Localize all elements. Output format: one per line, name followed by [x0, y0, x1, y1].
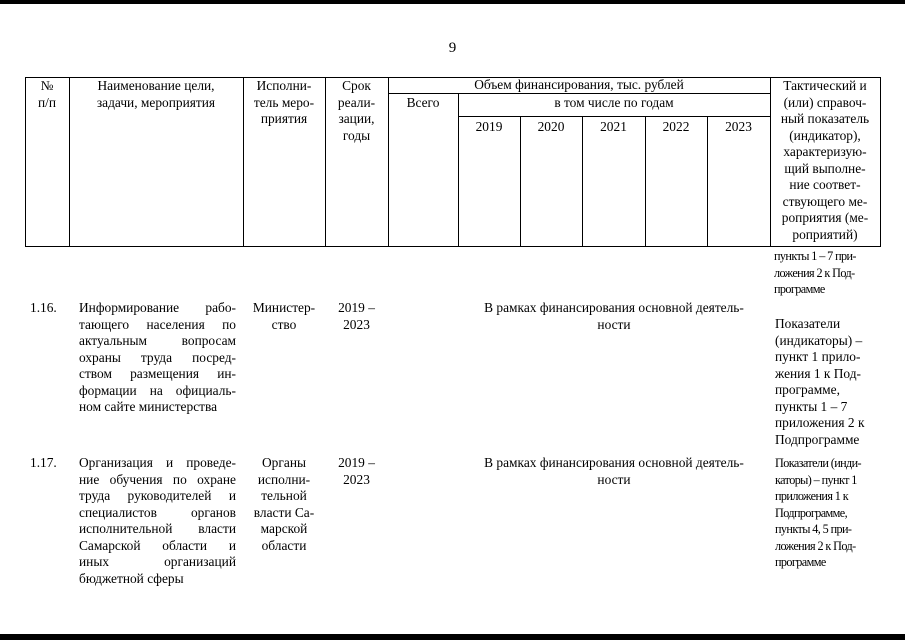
row-funding: В рамках финансирования основной деятель- ности — [484, 300, 744, 332]
header-year-2021: 2021 — [600, 119, 627, 134]
header-indicator: Тактический и (или) справоч- ный показатель (индикатор), характеризую- щий выполне- ние соответ- ствующего ме- роприятия (ме- роприятий) — [780, 78, 870, 242]
row-name: Информирование рабо- тающего населения по актуальным вопросам охраны труда посред- ством размещения ин- формации на официаль- ном сайте министерства — [79, 300, 236, 414]
row-executor: Органы исполни- тельной власти Са- марской области — [253, 455, 315, 553]
page-number: 9 — [448, 40, 457, 56]
row-number: 1.17. — [30, 455, 57, 470]
header-year-2023: 2023 — [725, 119, 752, 134]
bottom-rule — [0, 634, 905, 640]
header-num: № п/п — [37, 78, 57, 110]
row-indicator: Показатели (индикаторы) – пункт 1 прило- жения 1 к Под- программе, пункты 1 – 7 приложения 2 к Подпрограмме — [775, 316, 865, 447]
row-term: 2019 – 2023 — [338, 300, 375, 332]
carryover-indicator: пункты 1 – 7 при- ложения 2 к Под- программе — [774, 249, 856, 296]
row-term: 2019 – 2023 — [338, 455, 375, 487]
header-by-years: в том числе по годам — [554, 95, 674, 110]
header-year-2022: 2022 — [662, 119, 690, 134]
row-funding: В рамках финансирования основной деятель- ности — [484, 455, 744, 487]
header-total: Всего — [406, 95, 440, 110]
header-year-2020: 2020 — [537, 119, 565, 134]
header-name: Наименование цели, задачи, мероприятия — [96, 78, 216, 110]
header-year-2019: 2019 — [475, 119, 503, 134]
row-number: 1.16. — [30, 300, 57, 315]
row-executor: Министер- ство — [252, 300, 316, 332]
top-rule — [0, 0, 905, 4]
header-executor: Исполни- тель меро- приятия — [253, 78, 315, 126]
row-indicator: Показатели (инди- каторы) – пункт 1 приложения 1 к Подпрограмме, пункты 4, 5 при- ложения 2 к Под- программе — [775, 456, 862, 569]
header-funding-title: Объем финансирования, тыс. рублей — [474, 77, 684, 92]
header-term: Срок реали- зации, годы — [337, 78, 376, 143]
row-name: Организация и проведе- ние обучения по охране труда руководителей и специалистов органов исполнительной власти Самарской области и иных организаций бюджетной сферы — [79, 455, 236, 586]
